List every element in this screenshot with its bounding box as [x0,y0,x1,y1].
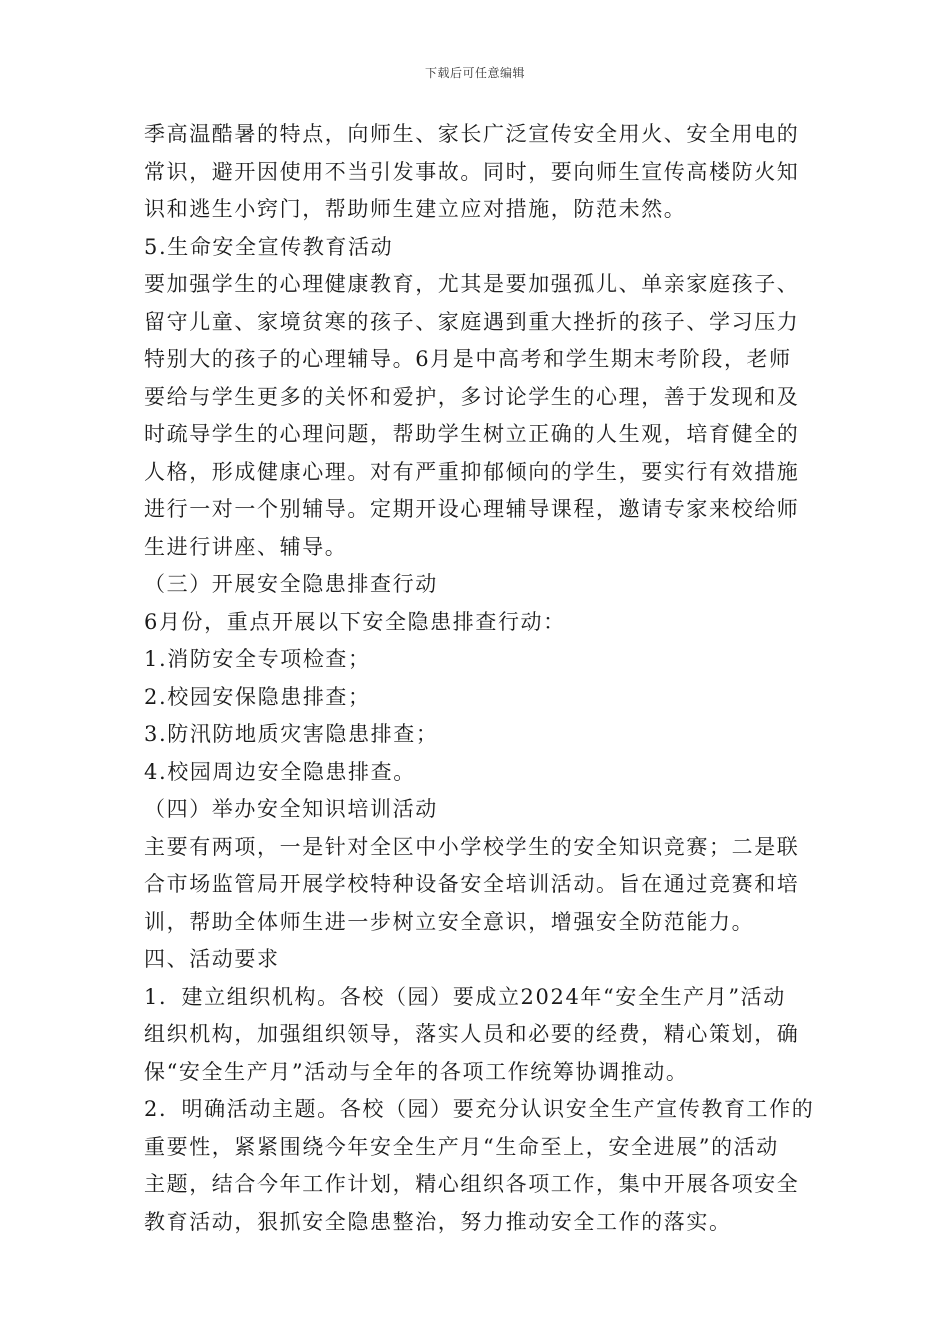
body-line: 进行一对一个别辅导。定期开设心理辅导课程，邀请专家来校给师 [144,497,800,521]
body-line: 特别大的孩子的心理辅导。6月是中高考和学生期末考阶段，老师 [144,347,792,371]
body-line: 训，帮助全体师生进一步树立安全意识，增强安全防范能力。 [144,909,755,934]
list-item: 2.校园安保隐患排查； [144,684,371,709]
section-heading: （三）开展安全隐患排查行动 [144,572,438,596]
body-line: 教育活动，狠抓安全隐患整治，努力推动安全工作的落实。 [144,1209,732,1234]
list-item: 4.校园周边安全隐患排查。 [144,759,416,784]
body-line: 主要有两项，一是针对全区中小学校学生的安全知识竞赛；二是联 [144,834,800,859]
body-line: 常识，避开因使用不当引发事故。同时，要向师生宣传高楼防火知 [144,159,800,184]
body-line: 保“安全生产月”活动与全年的各项工作统筹协调推动。 [144,1059,689,1084]
section-heading: 5.生命安全宣传教育活动 [144,234,394,259]
body-line: 组织机构，加强组织领导，落实人员和必要的经费，精心策划，确 [144,1022,800,1046]
section-heading: 四、活动要求 [144,947,280,971]
document-body [144,116,814,1241]
body-line: 识和逃生小窍门，帮助师生建立应对措施，防范未然。 [144,197,687,221]
header-note: 下载后可任意编辑 [424,66,525,80]
body-line: 时疏导学生的心理问题，帮助学生树立正确的人生观，培育健全的 [144,422,800,446]
body-line: 1．建立组织机构。各校（园）要成立2024年“安全生产月”活动 [144,984,786,1009]
body-line: 生进行讲座、辅导。 [144,534,348,559]
body-line: 人格，形成健康心理。对有严重抑郁倾向的学生，要实行有效措施 [144,459,800,484]
body-line: 6月份，重点开展以下安全隐患排查行动： [144,609,566,634]
body-line: 要给与学生更多的关怀和爱护，多讨论学生的心理，善于发现和及 [144,384,800,409]
list-item: 1.消防安全专项检查； [144,647,371,671]
body-line: 留守儿童、家境贫寒的孩子、家庭遇到重大挫折的孩子、学习压力 [144,309,800,334]
body-line: 季高温酷暑的特点，向师生、家长广泛宣传安全用火、安全用电的 [144,122,800,146]
list-item: 3.防汛防地质灾害隐患排查； [144,722,439,746]
body-line: 2．明确活动主题。各校（园）要充分认识安全生产宣传教育工作的 [144,1097,815,1121]
body-line: 要加强学生的心理健康教育，尤其是要加强孤儿、单亲家庭孩子、 [144,272,800,296]
body-line: 重要性，紧紧围绕今年安全生产月“生命至上，安全进展”的活动 [144,1134,779,1159]
body-line: 合市场监管局开展学校特种设备安全培训活动。旨在通过竞赛和培 [144,872,800,896]
body-line: 主题，结合今年工作计划，精心组织各项工作，集中开展各项安全 [144,1172,800,1196]
section-heading: （四）举办安全知识培训活动 [144,797,438,821]
